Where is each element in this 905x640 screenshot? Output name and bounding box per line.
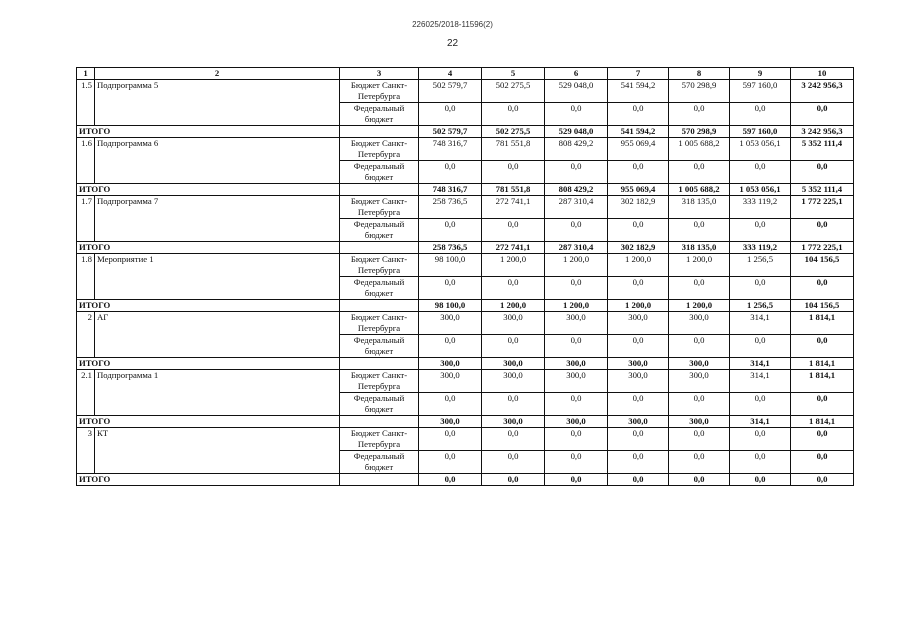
column-header: 5 bbox=[482, 68, 545, 80]
year-value: 0,0 bbox=[545, 219, 608, 242]
itogo-year-value: 258 736,5 bbox=[419, 242, 482, 254]
itogo-source-empty bbox=[340, 474, 419, 486]
itogo-year-value: 300,0 bbox=[669, 358, 730, 370]
itogo-source-empty bbox=[340, 242, 419, 254]
itogo-year-value: 300,0 bbox=[545, 416, 608, 428]
year-value: 1 200,0 bbox=[669, 254, 730, 277]
itogo-label: ИТОГО bbox=[77, 126, 340, 138]
column-header: 3 bbox=[340, 68, 419, 80]
itogo-year-value: 333 119,2 bbox=[730, 242, 791, 254]
year-value: 0,0 bbox=[730, 451, 791, 474]
year-value: 98 100,0 bbox=[419, 254, 482, 277]
year-value: 0,0 bbox=[608, 103, 669, 126]
itogo-row bbox=[77, 184, 854, 196]
itogo-total-value: 0,0 bbox=[791, 474, 854, 486]
program-name: Подпрограмма 5 bbox=[95, 80, 340, 126]
funding-source: Федеральный бюджет bbox=[340, 219, 419, 242]
itogo-year-value: 502 275,5 bbox=[482, 126, 545, 138]
table-row bbox=[77, 80, 854, 103]
total-value: 1 772 225,1 bbox=[791, 196, 854, 219]
itogo-total-value: 1 814,1 bbox=[791, 358, 854, 370]
itogo-year-value: 1 053 056,1 bbox=[730, 184, 791, 196]
column-header: 10 bbox=[791, 68, 854, 80]
year-value: 0,0 bbox=[419, 428, 482, 451]
column-header: 4 bbox=[419, 68, 482, 80]
row-number: 2.1 bbox=[77, 370, 95, 416]
funding-source: Бюджет Санкт-Петербурга bbox=[340, 138, 419, 161]
itogo-year-value: 748 316,7 bbox=[419, 184, 482, 196]
column-header: 8 bbox=[669, 68, 730, 80]
column-header: 9 bbox=[730, 68, 791, 80]
itogo-year-value: 0,0 bbox=[669, 474, 730, 486]
total-value: 1 814,1 bbox=[791, 370, 854, 393]
itogo-year-value: 314,1 bbox=[730, 358, 791, 370]
budget-table bbox=[76, 67, 854, 486]
itogo-year-value: 955 069,4 bbox=[608, 184, 669, 196]
year-value: 0,0 bbox=[545, 103, 608, 126]
year-value: 0,0 bbox=[669, 451, 730, 474]
year-value: 955 069,4 bbox=[608, 138, 669, 161]
funding-source: Бюджет Санкт-Петербурга bbox=[340, 196, 419, 219]
itogo-year-value: 314,1 bbox=[730, 416, 791, 428]
itogo-row bbox=[77, 242, 854, 254]
itogo-year-value: 1 200,0 bbox=[482, 300, 545, 312]
year-value: 0,0 bbox=[608, 335, 669, 358]
year-value: 0,0 bbox=[419, 393, 482, 416]
row-number: 3 bbox=[77, 428, 95, 474]
year-value: 0,0 bbox=[545, 451, 608, 474]
year-value: 0,0 bbox=[608, 161, 669, 184]
total-value: 0,0 bbox=[791, 219, 854, 242]
year-value: 0,0 bbox=[419, 219, 482, 242]
year-value: 300,0 bbox=[545, 370, 608, 393]
itogo-year-value: 300,0 bbox=[608, 358, 669, 370]
itogo-year-value: 287 310,4 bbox=[545, 242, 608, 254]
year-value: 272 741,1 bbox=[482, 196, 545, 219]
year-value: 0,0 bbox=[608, 393, 669, 416]
itogo-year-value: 0,0 bbox=[482, 474, 545, 486]
total-value: 3 242 956,3 bbox=[791, 80, 854, 103]
year-value: 314,1 bbox=[730, 370, 791, 393]
year-value: 502 275,5 bbox=[482, 80, 545, 103]
itogo-row bbox=[77, 126, 854, 138]
year-value: 300,0 bbox=[419, 370, 482, 393]
year-value: 0,0 bbox=[482, 219, 545, 242]
column-header: 6 bbox=[545, 68, 608, 80]
year-value: 0,0 bbox=[669, 161, 730, 184]
itogo-total-value: 3 242 956,3 bbox=[791, 126, 854, 138]
year-value: 0,0 bbox=[730, 277, 791, 300]
itogo-year-value: 808 429,2 bbox=[545, 184, 608, 196]
total-value: 0,0 bbox=[791, 277, 854, 300]
itogo-source-empty bbox=[340, 300, 419, 312]
program-name: Подпрограмма 1 bbox=[95, 370, 340, 416]
funding-source: Бюджет Санкт-Петербурга bbox=[340, 312, 419, 335]
itogo-year-value: 570 298,9 bbox=[669, 126, 730, 138]
itogo-year-value: 98 100,0 bbox=[419, 300, 482, 312]
itogo-source-empty bbox=[340, 184, 419, 196]
itogo-year-value: 0,0 bbox=[419, 474, 482, 486]
year-value: 0,0 bbox=[669, 393, 730, 416]
row-number: 1.5 bbox=[77, 80, 95, 126]
itogo-year-value: 300,0 bbox=[608, 416, 669, 428]
funding-source: Федеральный бюджет bbox=[340, 451, 419, 474]
total-value: 0,0 bbox=[791, 428, 854, 451]
year-value: 1 053 056,1 bbox=[730, 138, 791, 161]
total-value: 0,0 bbox=[791, 103, 854, 126]
year-value: 529 048,0 bbox=[545, 80, 608, 103]
itogo-year-value: 0,0 bbox=[608, 474, 669, 486]
year-value: 0,0 bbox=[545, 335, 608, 358]
column-header: 2 bbox=[95, 68, 340, 80]
itogo-year-value: 781 551,8 bbox=[482, 184, 545, 196]
itogo-label: ИТОГО bbox=[77, 474, 340, 486]
program-name: КТ bbox=[95, 428, 340, 474]
year-value: 0,0 bbox=[545, 161, 608, 184]
funding-source: Бюджет Санкт-Петербурга bbox=[340, 370, 419, 393]
column-header: 7 bbox=[608, 68, 669, 80]
itogo-total-value: 1 772 225,1 bbox=[791, 242, 854, 254]
year-value: 1 200,0 bbox=[545, 254, 608, 277]
total-value: 0,0 bbox=[791, 161, 854, 184]
year-value: 0,0 bbox=[730, 393, 791, 416]
year-value: 0,0 bbox=[608, 219, 669, 242]
itogo-row bbox=[77, 300, 854, 312]
itogo-year-value: 597 160,0 bbox=[730, 126, 791, 138]
year-value: 0,0 bbox=[482, 161, 545, 184]
funding-source: Федеральный бюджет bbox=[340, 277, 419, 300]
year-value: 0,0 bbox=[669, 335, 730, 358]
itogo-year-value: 529 048,0 bbox=[545, 126, 608, 138]
program-name: АГ bbox=[95, 312, 340, 358]
year-value: 541 594,2 bbox=[608, 80, 669, 103]
year-value: 0,0 bbox=[608, 428, 669, 451]
year-value: 300,0 bbox=[482, 370, 545, 393]
table-body bbox=[77, 68, 854, 486]
year-value: 0,0 bbox=[545, 277, 608, 300]
total-value: 5 352 111,4 bbox=[791, 138, 854, 161]
year-value: 1 200,0 bbox=[608, 254, 669, 277]
year-value: 0,0 bbox=[482, 393, 545, 416]
year-value: 0,0 bbox=[419, 161, 482, 184]
table-row bbox=[77, 312, 854, 335]
total-value: 104 156,5 bbox=[791, 254, 854, 277]
total-value: 0,0 bbox=[791, 451, 854, 474]
year-value: 0,0 bbox=[730, 335, 791, 358]
table-header-row bbox=[77, 68, 854, 80]
itogo-year-value: 541 594,2 bbox=[608, 126, 669, 138]
document-registration-number: 226025/2018-11596(2) bbox=[412, 20, 493, 29]
itogo-year-value: 0,0 bbox=[730, 474, 791, 486]
year-value: 0,0 bbox=[482, 335, 545, 358]
year-value: 0,0 bbox=[608, 451, 669, 474]
itogo-year-value: 302 182,9 bbox=[608, 242, 669, 254]
year-value: 0,0 bbox=[419, 451, 482, 474]
year-value: 287 310,4 bbox=[545, 196, 608, 219]
year-value: 0,0 bbox=[730, 219, 791, 242]
itogo-total-value: 1 814,1 bbox=[791, 416, 854, 428]
year-value: 0,0 bbox=[669, 219, 730, 242]
itogo-year-value: 502 579,7 bbox=[419, 126, 482, 138]
year-value: 0,0 bbox=[545, 393, 608, 416]
year-value: 0,0 bbox=[482, 451, 545, 474]
year-value: 502 579,7 bbox=[419, 80, 482, 103]
year-value: 300,0 bbox=[669, 312, 730, 335]
itogo-label: ИТОГО bbox=[77, 242, 340, 254]
table-row bbox=[77, 428, 854, 451]
itogo-year-value: 1 200,0 bbox=[608, 300, 669, 312]
year-value: 300,0 bbox=[545, 312, 608, 335]
year-value: 781 551,8 bbox=[482, 138, 545, 161]
itogo-year-value: 300,0 bbox=[482, 358, 545, 370]
itogo-year-value: 0,0 bbox=[545, 474, 608, 486]
year-value: 748 316,7 bbox=[419, 138, 482, 161]
table-row bbox=[77, 370, 854, 393]
table-row bbox=[77, 138, 854, 161]
year-value: 0,0 bbox=[669, 103, 730, 126]
itogo-year-value: 272 741,1 bbox=[482, 242, 545, 254]
year-value: 0,0 bbox=[545, 428, 608, 451]
table-row bbox=[77, 254, 854, 277]
year-value: 808 429,2 bbox=[545, 138, 608, 161]
year-value: 0,0 bbox=[730, 428, 791, 451]
year-value: 0,0 bbox=[730, 103, 791, 126]
year-value: 0,0 bbox=[669, 428, 730, 451]
itogo-year-value: 1 005 688,2 bbox=[669, 184, 730, 196]
itogo-row bbox=[77, 358, 854, 370]
itogo-year-value: 318 135,0 bbox=[669, 242, 730, 254]
year-value: 258 736,5 bbox=[419, 196, 482, 219]
year-value: 0,0 bbox=[730, 161, 791, 184]
itogo-total-value: 104 156,5 bbox=[791, 300, 854, 312]
year-value: 0,0 bbox=[419, 335, 482, 358]
total-value: 0,0 bbox=[791, 335, 854, 358]
table-row bbox=[77, 196, 854, 219]
itogo-label: ИТОГО bbox=[77, 416, 340, 428]
year-value: 300,0 bbox=[608, 312, 669, 335]
itogo-year-value: 300,0 bbox=[419, 358, 482, 370]
row-number: 2 bbox=[77, 312, 95, 358]
year-value: 0,0 bbox=[419, 277, 482, 300]
year-value: 300,0 bbox=[669, 370, 730, 393]
year-value: 300,0 bbox=[419, 312, 482, 335]
funding-source: Федеральный бюджет bbox=[340, 103, 419, 126]
row-number: 1.8 bbox=[77, 254, 95, 300]
funding-source: Бюджет Санкт-Петербурга bbox=[340, 428, 419, 451]
funding-source: Бюджет Санкт-Петербурга bbox=[340, 254, 419, 277]
year-value: 318 135,0 bbox=[669, 196, 730, 219]
year-value: 314,1 bbox=[730, 312, 791, 335]
itogo-row bbox=[77, 474, 854, 486]
itogo-label: ИТОГО bbox=[77, 300, 340, 312]
year-value: 300,0 bbox=[482, 312, 545, 335]
total-value: 1 814,1 bbox=[791, 312, 854, 335]
year-value: 0,0 bbox=[482, 428, 545, 451]
column-header: 1 bbox=[77, 68, 95, 80]
itogo-year-value: 1 200,0 bbox=[545, 300, 608, 312]
itogo-year-value: 300,0 bbox=[669, 416, 730, 428]
year-value: 0,0 bbox=[669, 277, 730, 300]
program-name: Мероприятие 1 bbox=[95, 254, 340, 300]
funding-source: Бюджет Санкт-Петербурга bbox=[340, 80, 419, 103]
itogo-row bbox=[77, 416, 854, 428]
year-value: 0,0 bbox=[419, 103, 482, 126]
funding-source: Федеральный бюджет bbox=[340, 161, 419, 184]
total-value: 0,0 bbox=[791, 393, 854, 416]
itogo-source-empty bbox=[340, 126, 419, 138]
year-value: 597 160,0 bbox=[730, 80, 791, 103]
funding-source: Федеральный бюджет bbox=[340, 335, 419, 358]
year-value: 570 298,9 bbox=[669, 80, 730, 103]
itogo-source-empty bbox=[340, 416, 419, 428]
itogo-year-value: 300,0 bbox=[419, 416, 482, 428]
itogo-label: ИТОГО bbox=[77, 358, 340, 370]
year-value: 302 182,9 bbox=[608, 196, 669, 219]
itogo-year-value: 300,0 bbox=[482, 416, 545, 428]
itogo-source-empty bbox=[340, 358, 419, 370]
funding-source: Федеральный бюджет bbox=[340, 393, 419, 416]
itogo-year-value: 1 200,0 bbox=[669, 300, 730, 312]
itogo-year-value: 1 256,5 bbox=[730, 300, 791, 312]
program-name: Подпрограмма 6 bbox=[95, 138, 340, 184]
year-value: 1 005 688,2 bbox=[669, 138, 730, 161]
year-value: 0,0 bbox=[482, 103, 545, 126]
row-number: 1.7 bbox=[77, 196, 95, 242]
year-value: 300,0 bbox=[608, 370, 669, 393]
itogo-total-value: 5 352 111,4 bbox=[791, 184, 854, 196]
itogo-year-value: 300,0 bbox=[545, 358, 608, 370]
page-number: 22 bbox=[446, 38, 459, 49]
program-name: Подпрограмма 7 bbox=[95, 196, 340, 242]
itogo-label: ИТОГО bbox=[77, 184, 340, 196]
year-value: 1 256,5 bbox=[730, 254, 791, 277]
row-number: 1.6 bbox=[77, 138, 95, 184]
year-value: 0,0 bbox=[608, 277, 669, 300]
year-value: 0,0 bbox=[482, 277, 545, 300]
year-value: 1 200,0 bbox=[482, 254, 545, 277]
year-value: 333 119,2 bbox=[730, 196, 791, 219]
